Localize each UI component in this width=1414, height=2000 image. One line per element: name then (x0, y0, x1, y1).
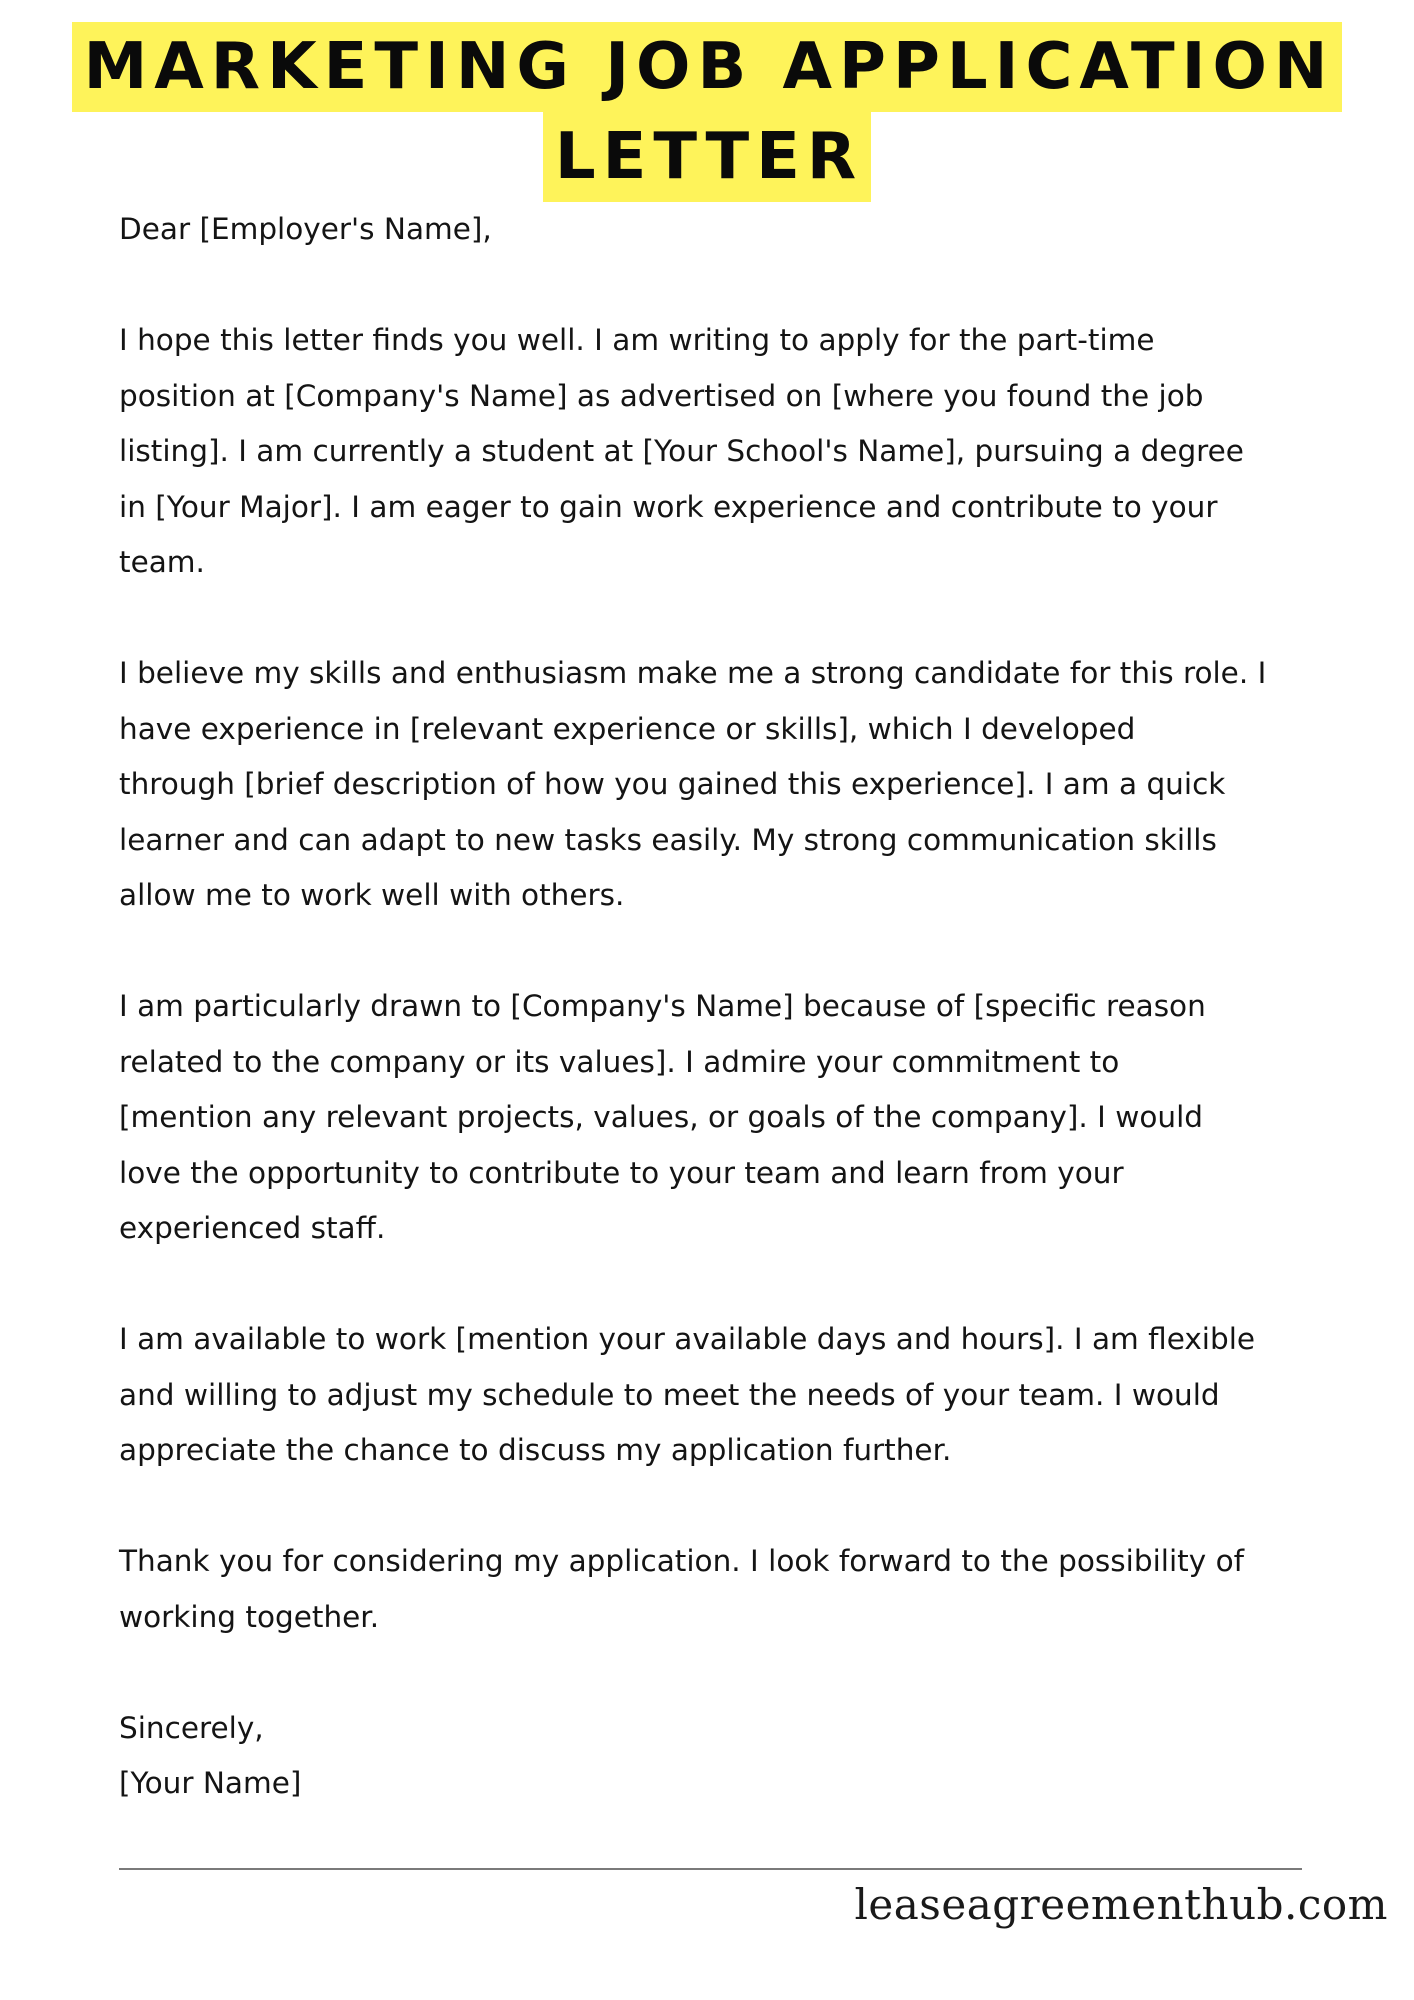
paragraph-line: [mention any relevant projects, values, or goals of the company]. I would (119, 1100, 1203, 1134)
title-line-2: LETTER (543, 112, 871, 202)
paragraph-thanks (119, 1534, 1319, 1645)
paragraph-intro (119, 313, 1319, 591)
paragraph-line: have experience in [relevant experience or skills], which I developed (119, 711, 1136, 746)
paragraph-line: position at [Company's Name] as advertised on [where you found the job (119, 378, 1204, 413)
paragraph-line: working together. (119, 1599, 380, 1634)
paragraph-line: love the opportunity to contribute to your team and learn from your (119, 1155, 1124, 1190)
paragraph-line: I hope this letter finds you well. I am writing to apply for the part-time (119, 323, 1155, 357)
paragraph-line: listing]. I am currently a student at [Your School's Name], pursuing a degree (119, 434, 1244, 468)
footer-divider (119, 1868, 1302, 1870)
paragraph-line: experienced staff. (119, 1211, 386, 1245)
paragraph-line: related to the company or its values]. I admire your commitment to (119, 1044, 1120, 1079)
paragraph-company (119, 979, 1319, 1257)
sign-off (119, 1701, 1319, 1812)
paragraph-line: I am available to work [mention your available days and hours]. I am flexible (119, 1322, 1256, 1356)
title-line-1: MARKETING JOB APPLICATION (72, 22, 1343, 112)
paragraph-line: appreciate the chance to discuss my application further. (119, 1433, 952, 1467)
paragraph-line: through [brief description of how you gained this experience]. I am a quick (119, 767, 1226, 801)
closing-text: Sincerely, (119, 1710, 264, 1745)
signature-placeholder: [Your Name] (119, 1766, 302, 1800)
paragraph-line: I believe my skills and enthusiasm make me a strong candidate for this role. I (119, 656, 1267, 690)
paragraph-availability (119, 1312, 1319, 1479)
salutation (119, 202, 1319, 258)
paragraph-line: I am particularly drawn to [Company's Name] because of [specific reason (119, 989, 1206, 1023)
paragraph-line: Thank you for considering my application. I look forward to the possibility of (119, 1544, 1245, 1578)
paragraph-line: in [Your Major]. I am eager to gain work experience and contribute to your (119, 489, 1218, 524)
paragraph-line: learner and can adapt to new tasks easily. My strong communication skills (119, 822, 1217, 857)
paragraph-line: team. (119, 545, 205, 579)
paragraph-skills (119, 646, 1319, 924)
paragraph-line: allow me to work well with others. (119, 878, 625, 912)
salutation-text: Dear [Employer's Name], (119, 212, 492, 246)
letter-body (119, 202, 1319, 1867)
brand-wordmark: leaseagreementhub.com (854, 1880, 1388, 1929)
paragraph-line: and willing to adjust my schedule to meet the needs of your team. I would (119, 1377, 1220, 1412)
page-title (0, 22, 1414, 202)
